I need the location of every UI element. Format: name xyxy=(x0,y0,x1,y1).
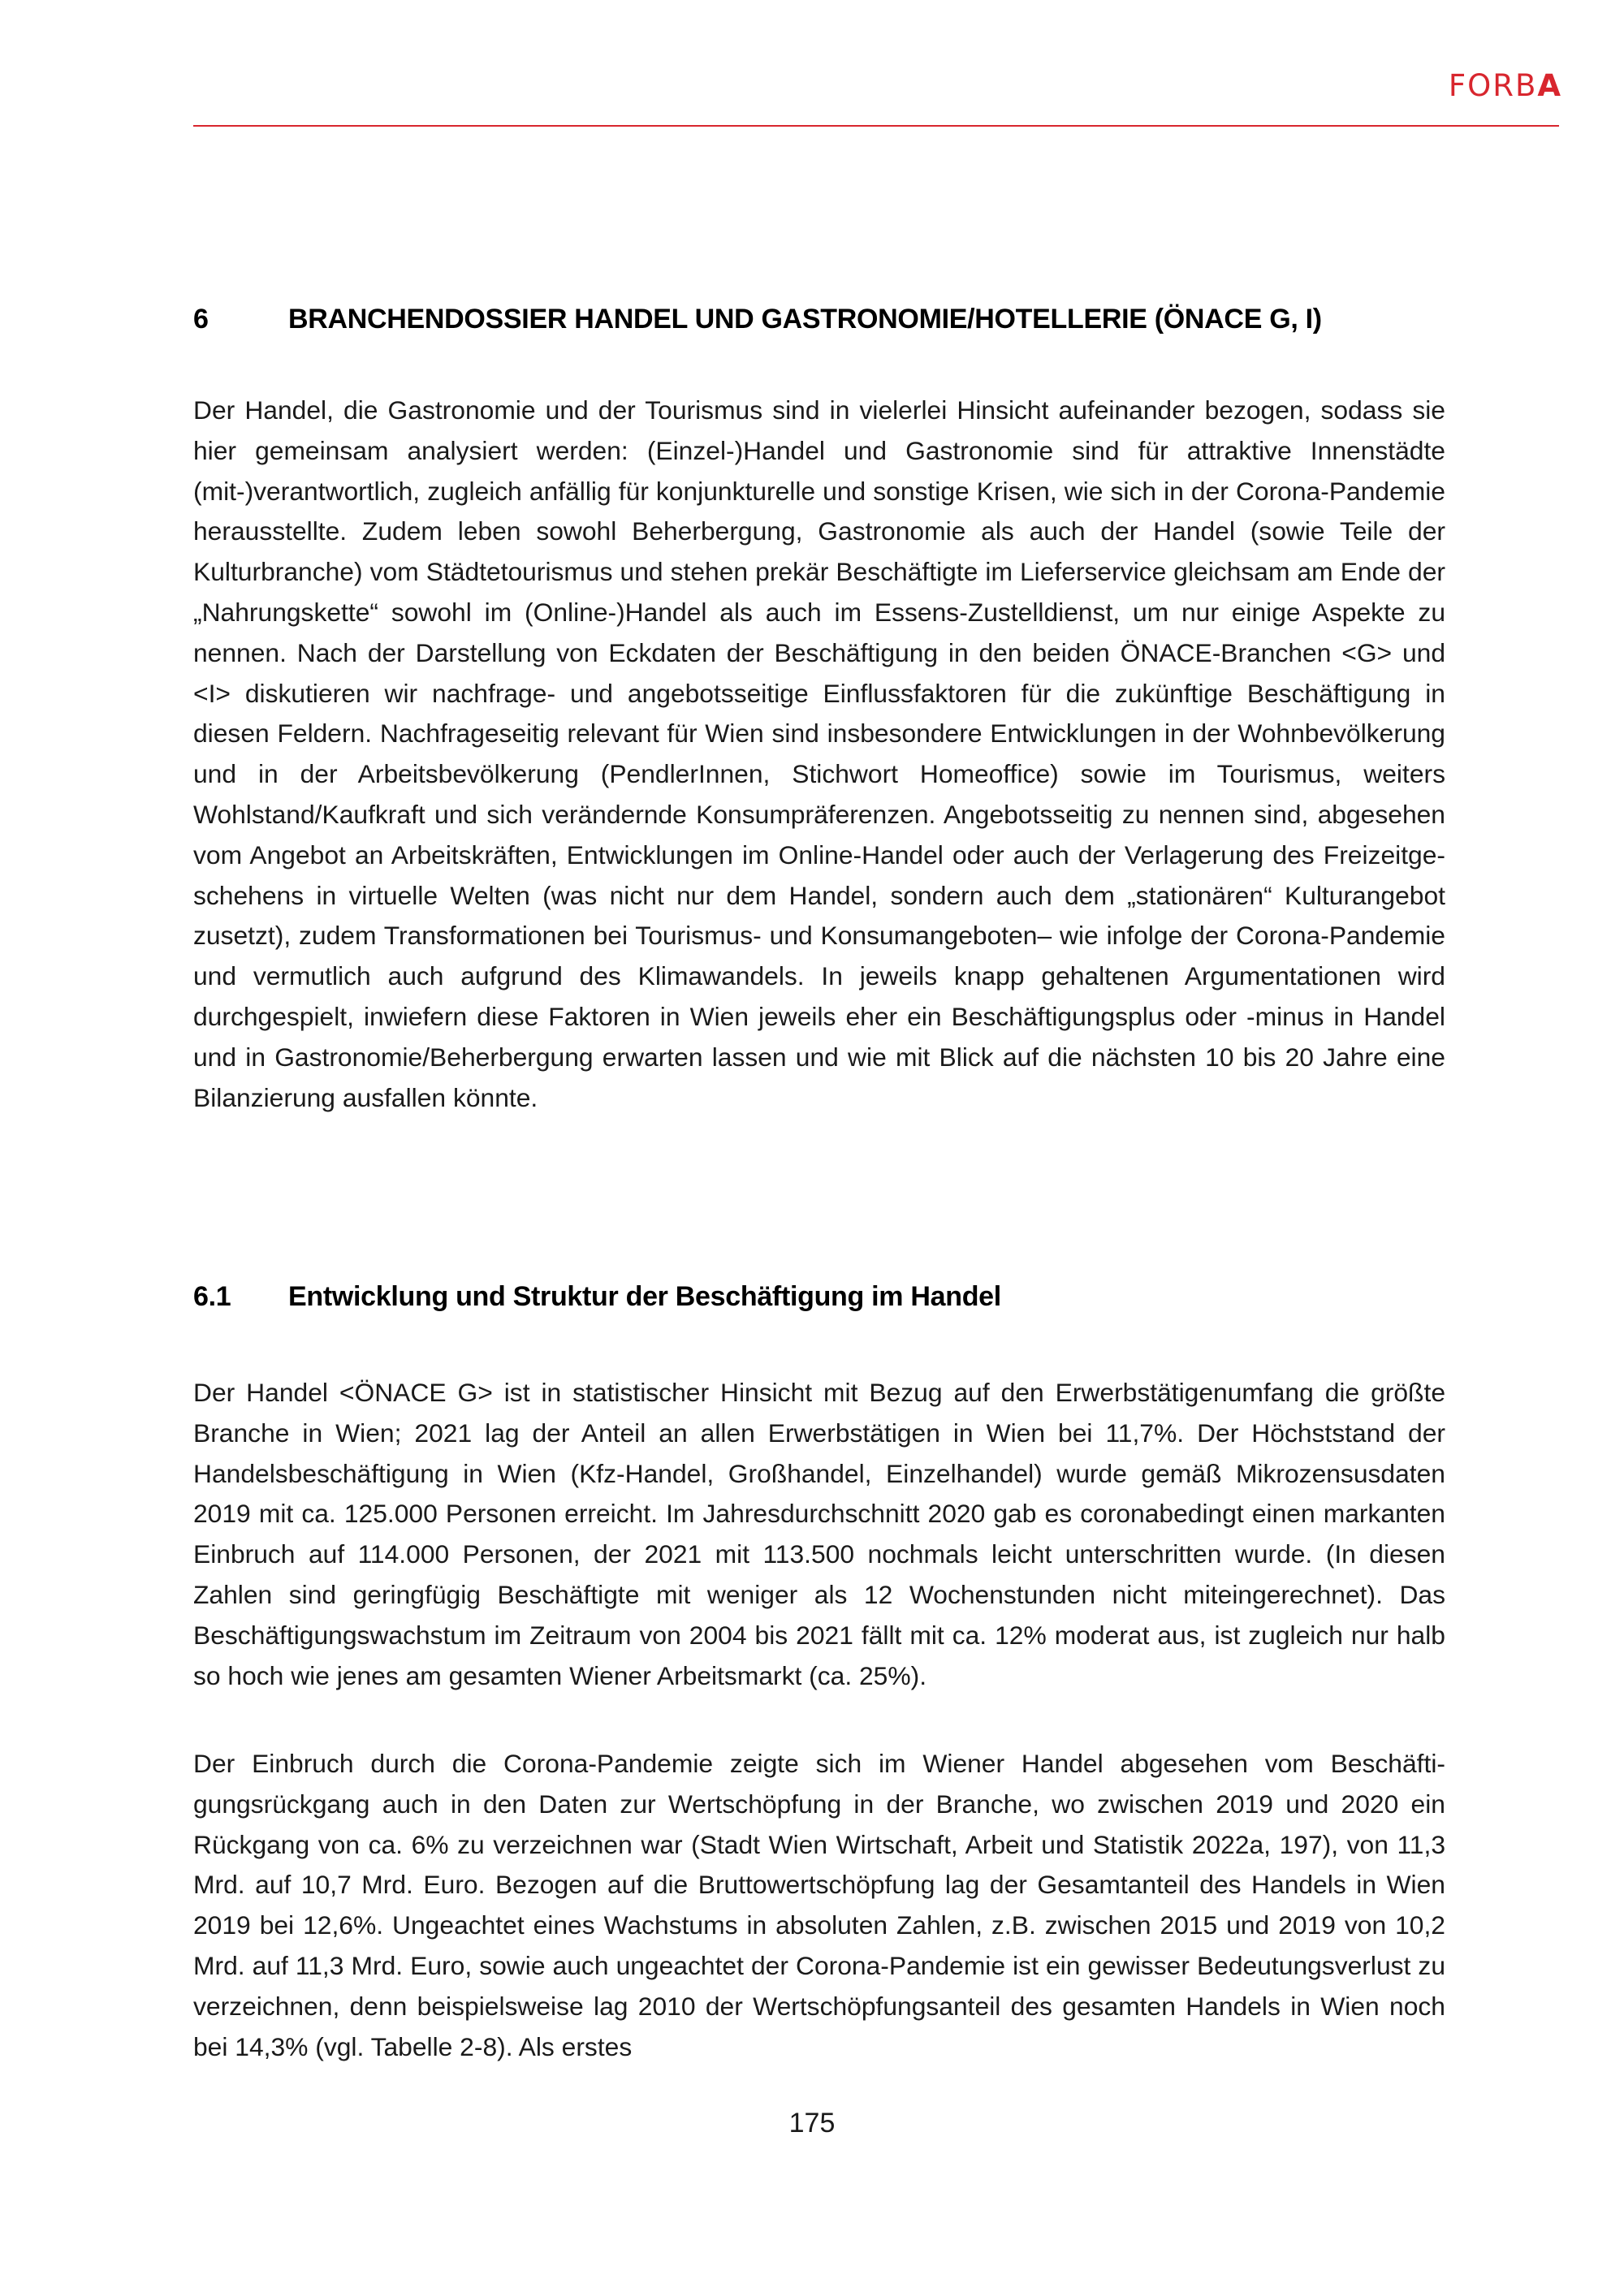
subsection-title: Entwicklung und Struktur der Beschäftigung im Handel xyxy=(288,1281,1001,1312)
section-title: BRANCHENDOSSIER HANDEL UND GASTRONOMIE/HOTELLERIE (ÖNACE G, I) xyxy=(288,304,1322,334)
section-number: 6 xyxy=(193,304,209,334)
subsection-paragraph-2: Der Einbruch durch die Corona-Pandemie zeigte sich im Wiener Handel abgesehen vom Beschäftigungsrückgang auch in den Daten zur Wertschöpfung in der Branche, wo zwischen 2019 und 2020 ein Rückgang von ca. 6% zu verzeichnen war (Stadt Wien Wirtschaft, Arbeit und Statistik 2022a, 197), von 11,3 Mrd. auf 10,7 Mrd. Euro. Bezogen auf die Bruttowertschöpfung lag der Gesamtanteil des Handels in Wien 2019 bei 12,6%. Ungeachtet eines Wachstums in absoluten Zahlen, z.B. zwischen 2015 und 2019 von 10,2 Mrd. auf 11,3 Mrd. Euro, sowie auch ungeachtet der Corona-Pandemie ist ein gewisser Bedeutungsverlust zu verzeichnen, denn beispielsweise lag 2010 der Wertschöpfungsanteil des gesamten Handels in Wien noch bei 14,3% (vgl. Tabelle 2-8). Als erstes xyxy=(193,1749,1445,2061)
subsection-heading xyxy=(193,1281,1001,1313)
page-number: 175 xyxy=(788,2108,836,2138)
section-intro-paragraph: Der Handel, die Gastronomie und der Tourismus sind in vielerlei Hinsicht aufeinander bezogen, sodass sie hier gemeinsam analysiert werden: (Einzel-)Handel und Gastronomie sind für attraktive Innenstädte (mit-)verantwortlich, zugleich anfällig für konjunkturelle und sonstige Krisen, wie sich in der Corona-Pandemie herausstellte. Zudem leben sowohl Beherbergung, Gastronomie als auch der Handel (sowie Teile der Kulturbranche) vom Städtetourismus und stehen prekär Beschäftigte im Lieferservice gleichsam am Ende der „Nahrungskette“ sowohl im (Online-)Handel als auch im Essens-Zustelldienst, um nur einige Aspekte zu nennen. Nach der Darstellung von Eckdaten der Beschäftigung in den beiden ÖNACE-Branchen <G> und <I> diskutieren wir nachfrage- und angebotsseitige Einflussfaktoren für die zukünftige Beschäftigung in diesen Feldern. Nachfrageseitig relevant für Wien sind insbesondere Entwicklungen in der Wohnbevölkerung und in der Arbeitsbevölkerung (PendlerInnen, Stichwort Homeoffice) sowie im Tourismus, weiters Wohlstand/Kaufkraft und sich verändernde Konsumpräferenzen. Angebotsseitig zu nennen sind, abgesehen vom Angebot an Arbeitskräften, Entwicklungen im Online-Handel oder auch der Verlagerung des Freizeitgeschehens in virtuelle Welten (was nicht nur dem Handel, sondern auch dem „stationären“ Kulturangebot zusetzt), zudem Transformationen bei Tourismus- und Konsumangeboten– wie infolge der Corona-Pandemie und vermutlich auch aufgrund des Klimawandels. In jeweils knapp gehaltenen Argumentationen wird durchgespielt, inwiefern diese Faktoren in Wien jeweils eher ein Beschäftigungsplus oder -minus in Handel und in Gastronomie/Beherbergung erwarten lassen und wie mit Blick auf die nächsten 10 bis 20 Jahre eine Bilanzierung ausfallen könnte. xyxy=(193,395,1445,1112)
logo-text-accent: A xyxy=(1537,68,1562,103)
subsection-paragraph-1: Der Handel <ÖNACE G> ist in statistischer Hinsicht mit Bezug auf den Erwerbstätigenumfang die größte Branche in Wien; 2021 lag der Anteil an allen Erwerbstätigen in Wien bei 11,7%. Der Höchststand der Handelsbeschäftigung in Wien (Kfz-Handel, Großhandel, Einzelhandel) wurde gemäß Mikrozensusdaten 2019 mit ca. 125.000 Personen erreicht. Im Jahresdurchschnitt 2020 gab es coronabedingt einen markanten Einbruch auf 114.000 Personen, der 2021 mit 113.500 nochmals leicht unterschritten wurde. (In diesen Zahlen sind geringfügig Beschäftigte mit weniger als 12 Wochenstunden nicht miteingerechnet). Das Beschäftigungswachstum im Zeitraum von 2004 bis 2021 fällt mit ca. 12% moderat aus, ist zugleich nur halb so hoch wie jenes am gesamten Wiener Arbeitsmarkt (ca. 25%). xyxy=(193,1378,1445,1690)
header-divider xyxy=(193,125,1559,127)
section-heading xyxy=(193,304,1322,335)
subsection-number: 6.1 xyxy=(193,1281,231,1312)
logo-text: FORB xyxy=(1448,68,1538,103)
forba-logo xyxy=(1449,68,1562,103)
